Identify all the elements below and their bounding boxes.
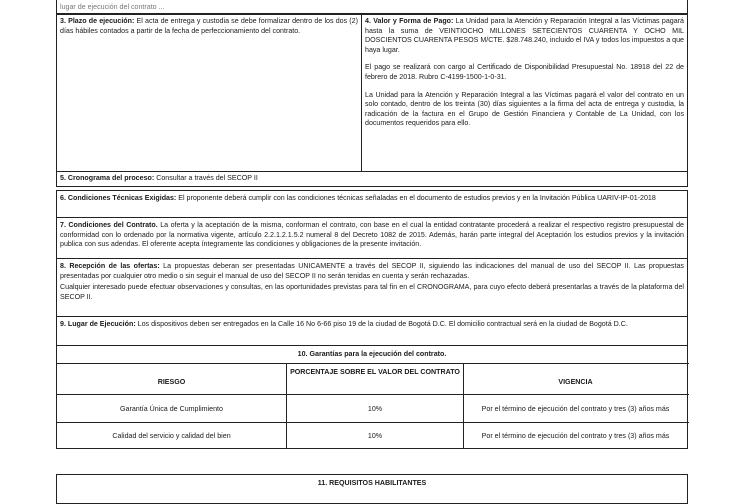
section-4-p2: El pago se realizará con cargo al Certificado de Disponibilidad Presupuestal No. 18918 del 22 de febrero de 2018. Rubro C-4199-1500-1-0-31. [365, 63, 684, 81]
section-10-title: 10. Garantías para la ejecución del contrato. [297, 350, 447, 358]
guarantees-header-validity: VIGENCIA [558, 378, 593, 386]
section-3-plazo [57, 15, 361, 38]
guarantees-header-risk: RIESGO [157, 378, 186, 386]
guarantee-row-1-risk: Garantía Única de Cumplimiento [120, 405, 223, 413]
section-8-row [56, 258, 688, 317]
section-11-title: 11. REQUISITOS HABILITANTES [317, 479, 427, 487]
sections-3-4-row [56, 14, 688, 172]
section-6-row [56, 190, 688, 218]
section-9-row [56, 316, 688, 346]
section-5-title: 5. Cronograma del proceso: [60, 174, 155, 182]
top-cut-text: lugar de ejecución del contrato ... [60, 3, 165, 11]
section-6-body: El proponente deberá cumplir con las condiciones técnicas señaladas en el documento de estudios previos y en la Invitación Pública UARIV-IP-01-2018 [178, 194, 656, 202]
section-4-p3: La Unidad para la Atención y Reparación Integral a las Víctimas pagará el valor del contrato en un solo contado, dentro de los treinta (30) días siguientes a la firma del acta de entrega y custodia, la radicación de la factura en el Grupo de Gestión Financiera y Contable de La Unidad, con los documentos requeridos para ello. [365, 90, 684, 128]
section-7-title: 7. Condiciones del Contrato. [60, 221, 158, 229]
guarantee-row-1-percentage: 10% [367, 405, 383, 413]
guarantee-row-2-risk: Calidad del servicio y calidad del bien [112, 432, 231, 440]
document-page [56, 0, 688, 500]
section-3-body: El acta de entrega y custodia se debe formalizar dentro de los dos (2) días hábiles contados a partir de la fecha de perfeccionamiento del contrato. [60, 17, 358, 35]
guarantee-row-1-validity: Por el término de ejecución del contrato y tres (3) años más [481, 405, 670, 413]
guarantees-header-percentage: PORCENTAJE SOBRE EL VALOR DEL CONTRATO [290, 368, 460, 376]
section-5-row [56, 171, 688, 187]
section-4-title: 4. Valor y Forma de Pago: [365, 17, 454, 25]
section-4-p1: La Unidad para la Atención y Reparación Integral a las Víctimas pagará hasta la suma de VEINTIOCHO MILLONES SETECIENTOS CUARENTA Y OCHO MIL DOSCIENTOS CUARENTA PESOS M/CTE. $28.748.240, incluido el IVA y todos los impuestos a que haya lugar. [365, 17, 684, 54]
top-cut-row [56, 0, 688, 14]
section-4-valor [362, 15, 687, 131]
section-3-title: 3. Plazo de ejecución: [60, 17, 135, 25]
section-6-title: 6. Condiciones Técnicas Exigidas: [60, 194, 177, 202]
section-8-title: 8. Recepción de las ofertas: [60, 262, 160, 270]
section-10-guarantees [56, 345, 688, 449]
section-5-body: Consultar a través del SECOP II [156, 174, 258, 182]
section-7-row [56, 217, 688, 259]
section-7-body: La oferta y la aceptación de la misma, conforman el contrato, con base en el cual la entidad contratante procederá a realizar el respectivo registro presupuestal de conformidad con lo ordenado por la normativa vigente, artículo 2.2.1.2.1.5.2 numeral 8 del Decreto 1082 de 2015. Además, harán parte integral del Aceptación los estudios previos y la invitación publica con sus adendas. El oferente acepta íntegramente las condiciones y obligaciones de la presente invitación. [60, 221, 684, 249]
section-8-body: La propuestas deberan ser presentadas UNICAMENTE a través del SECOP II, siguiendo las indicaciones del manual de uso del SECOP II. Las propuestas presentadas por cualquier otro medio o sin seguir el manual de uso del SECOP II no serán tenidas en cuenta y serán rechazadas. [60, 262, 684, 280]
guarantee-row-2-validity: Por el término de ejecución del contrato y tres (3) años más [481, 432, 670, 440]
section-9-body: Los dispositivos deben ser entregados en la Calle 16 No 6-66 piso 19 de la ciudad de Bogotá D.C. El domicilio contractual será en la ciudad de Bogotá D.C. [137, 320, 628, 328]
section-8-body2: Cualquier interesado puede efectuar observaciones y consultas, en las oportunidades previstas para tal fin en el CRONOGRAMA, para cuyo efecto deberá presentarlas a través de la plataforma del SECOP II. [60, 283, 684, 301]
section-9-title: 9. Lugar de Ejecución: [60, 320, 136, 328]
guarantee-row-2-percentage: 10% [367, 432, 383, 440]
